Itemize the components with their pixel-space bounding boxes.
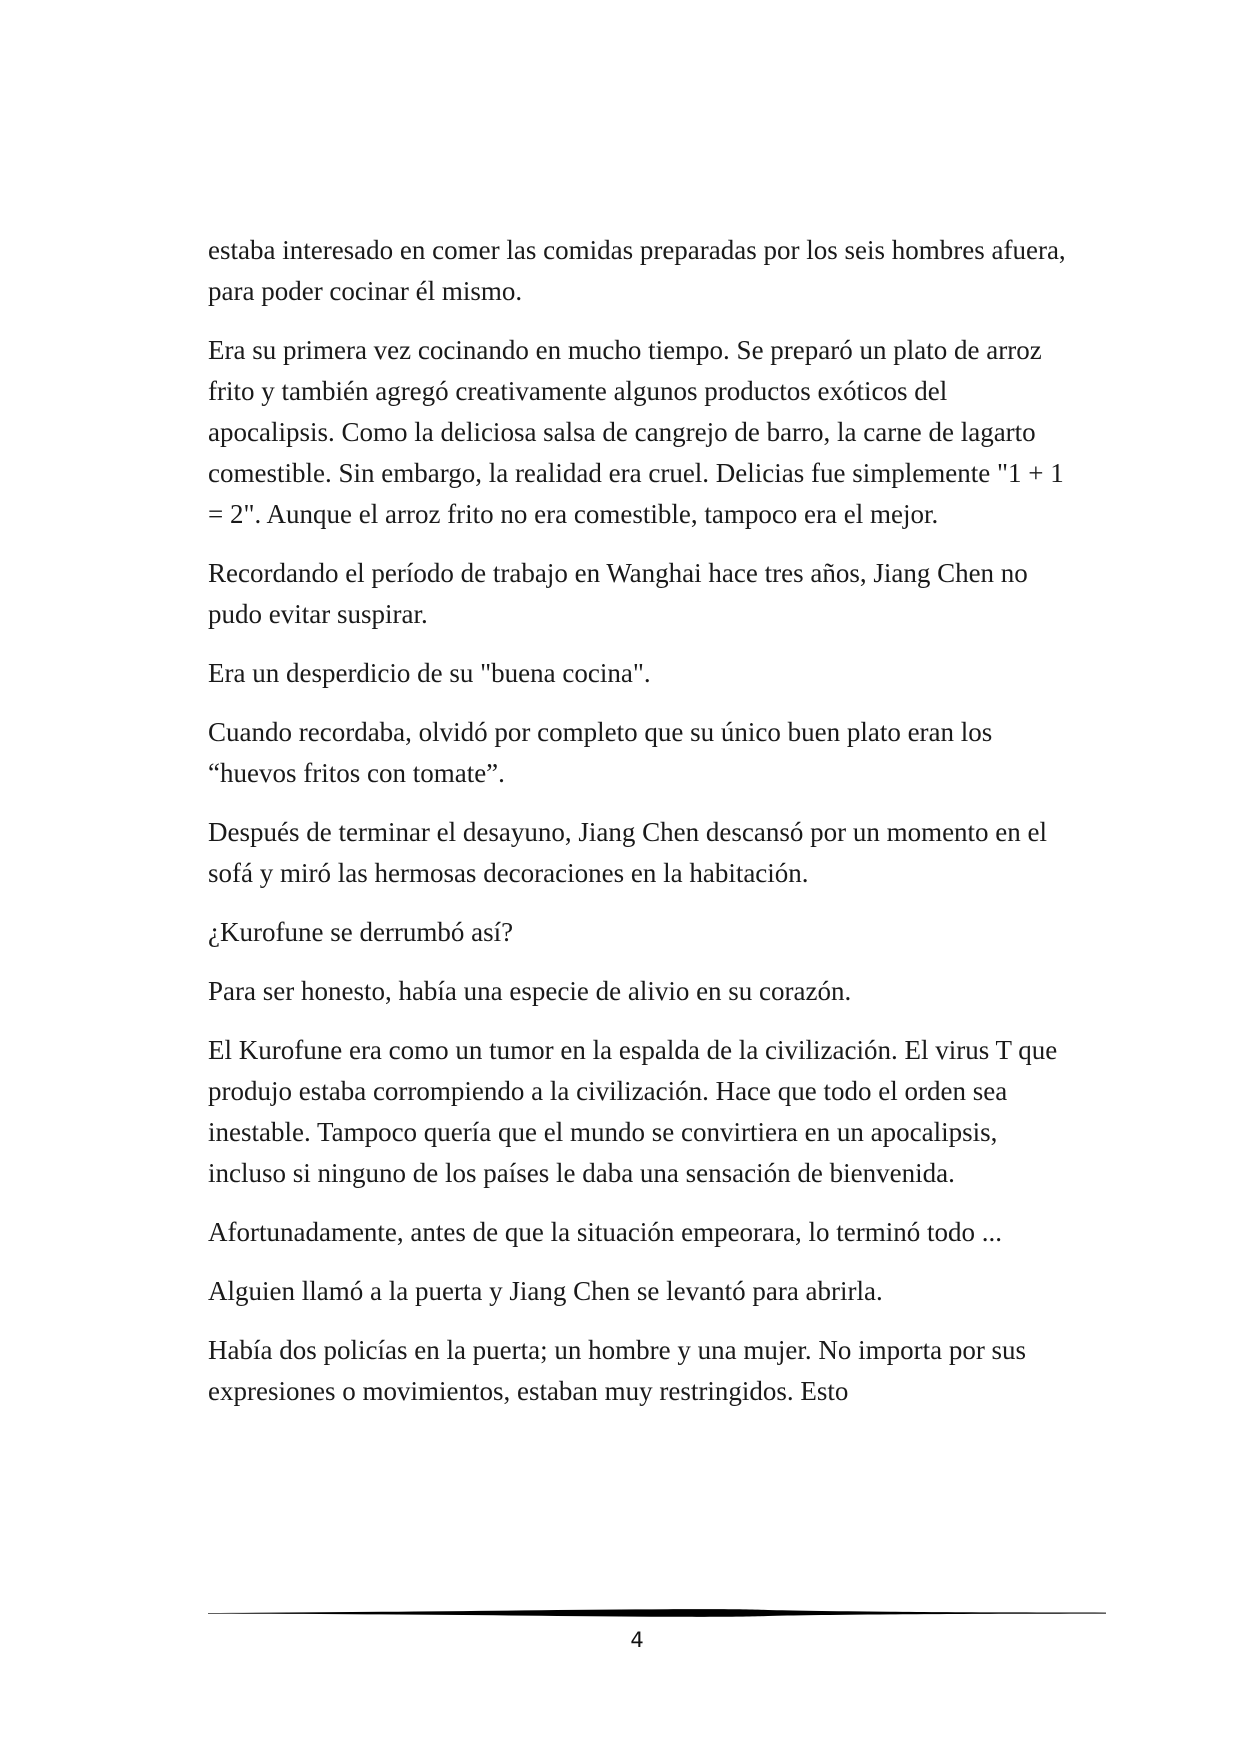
- paragraph: Después de terminar el desayuno, Jiang Chen descansó por un momento en el sofá y miró las hermosas decoraciones en la habitación.: [208, 817, 1048, 888]
- paragraph: El Kurofune era como un tumor en la espalda de la civilización. El virus T que produjo estaba corrompiendo a la civilización. Hace que todo el orden sea inestable. Tampoco quería que el mundo se convirtiera en un apocalipsis, incluso si ninguno de los países le daba una sensación de bienvenida.: [208, 1035, 1058, 1188]
- paragraph: Era su primera vez cocinando en mucho tiempo. Se preparó un plato de arroz frito y también agregó creativamente algunos productos exóticos del apocalipsis. Como la deliciosa salsa de cangrejo de barro, la carne de lagarto comestible. Sin embargo, la realidad era cruel. Delicias fue simplemente "1 + 1 = 2". Aunque el arroz frito no era comestible, tampoco era el mejor.: [208, 335, 1064, 529]
- footer-divider: [208, 1607, 1106, 1619]
- paragraph: Era un desperdicio de su "buena cocina".: [208, 658, 651, 688]
- paragraph: Para ser honesto, había una especie de alivio en su corazón.: [208, 976, 852, 1006]
- paragraph: Afortunadamente, antes de que la situación empeorara, lo terminó todo ...: [208, 1217, 1002, 1247]
- body-text: [208, 230, 1078, 1430]
- paragraph: Alguien llamó a la puerta y Jiang Chen se levantó para abrirla.: [208, 1276, 883, 1306]
- paragraph: Cuando recordaba, olvidó por completo que su único buen plato eran los “huevos fritos con tomate”.: [208, 717, 993, 788]
- paragraph: ¿Kurofune se derrumbó así?: [208, 917, 514, 947]
- paragraph: Recordando el período de trabajo en Wanghai hace tres años, Jiang Chen no pudo evitar suspirar.: [208, 558, 1028, 629]
- page-number: 4: [630, 1628, 644, 1652]
- paragraph: Había dos policías en la puerta; un hombre y una mujer. No importa por sus expresiones o movimientos, estaban muy restringidos. Esto: [208, 1335, 1027, 1406]
- paragraph: estaba interesado en comer las comidas preparadas por los seis hombres afuera, para poder cocinar él mismo.: [208, 235, 1066, 306]
